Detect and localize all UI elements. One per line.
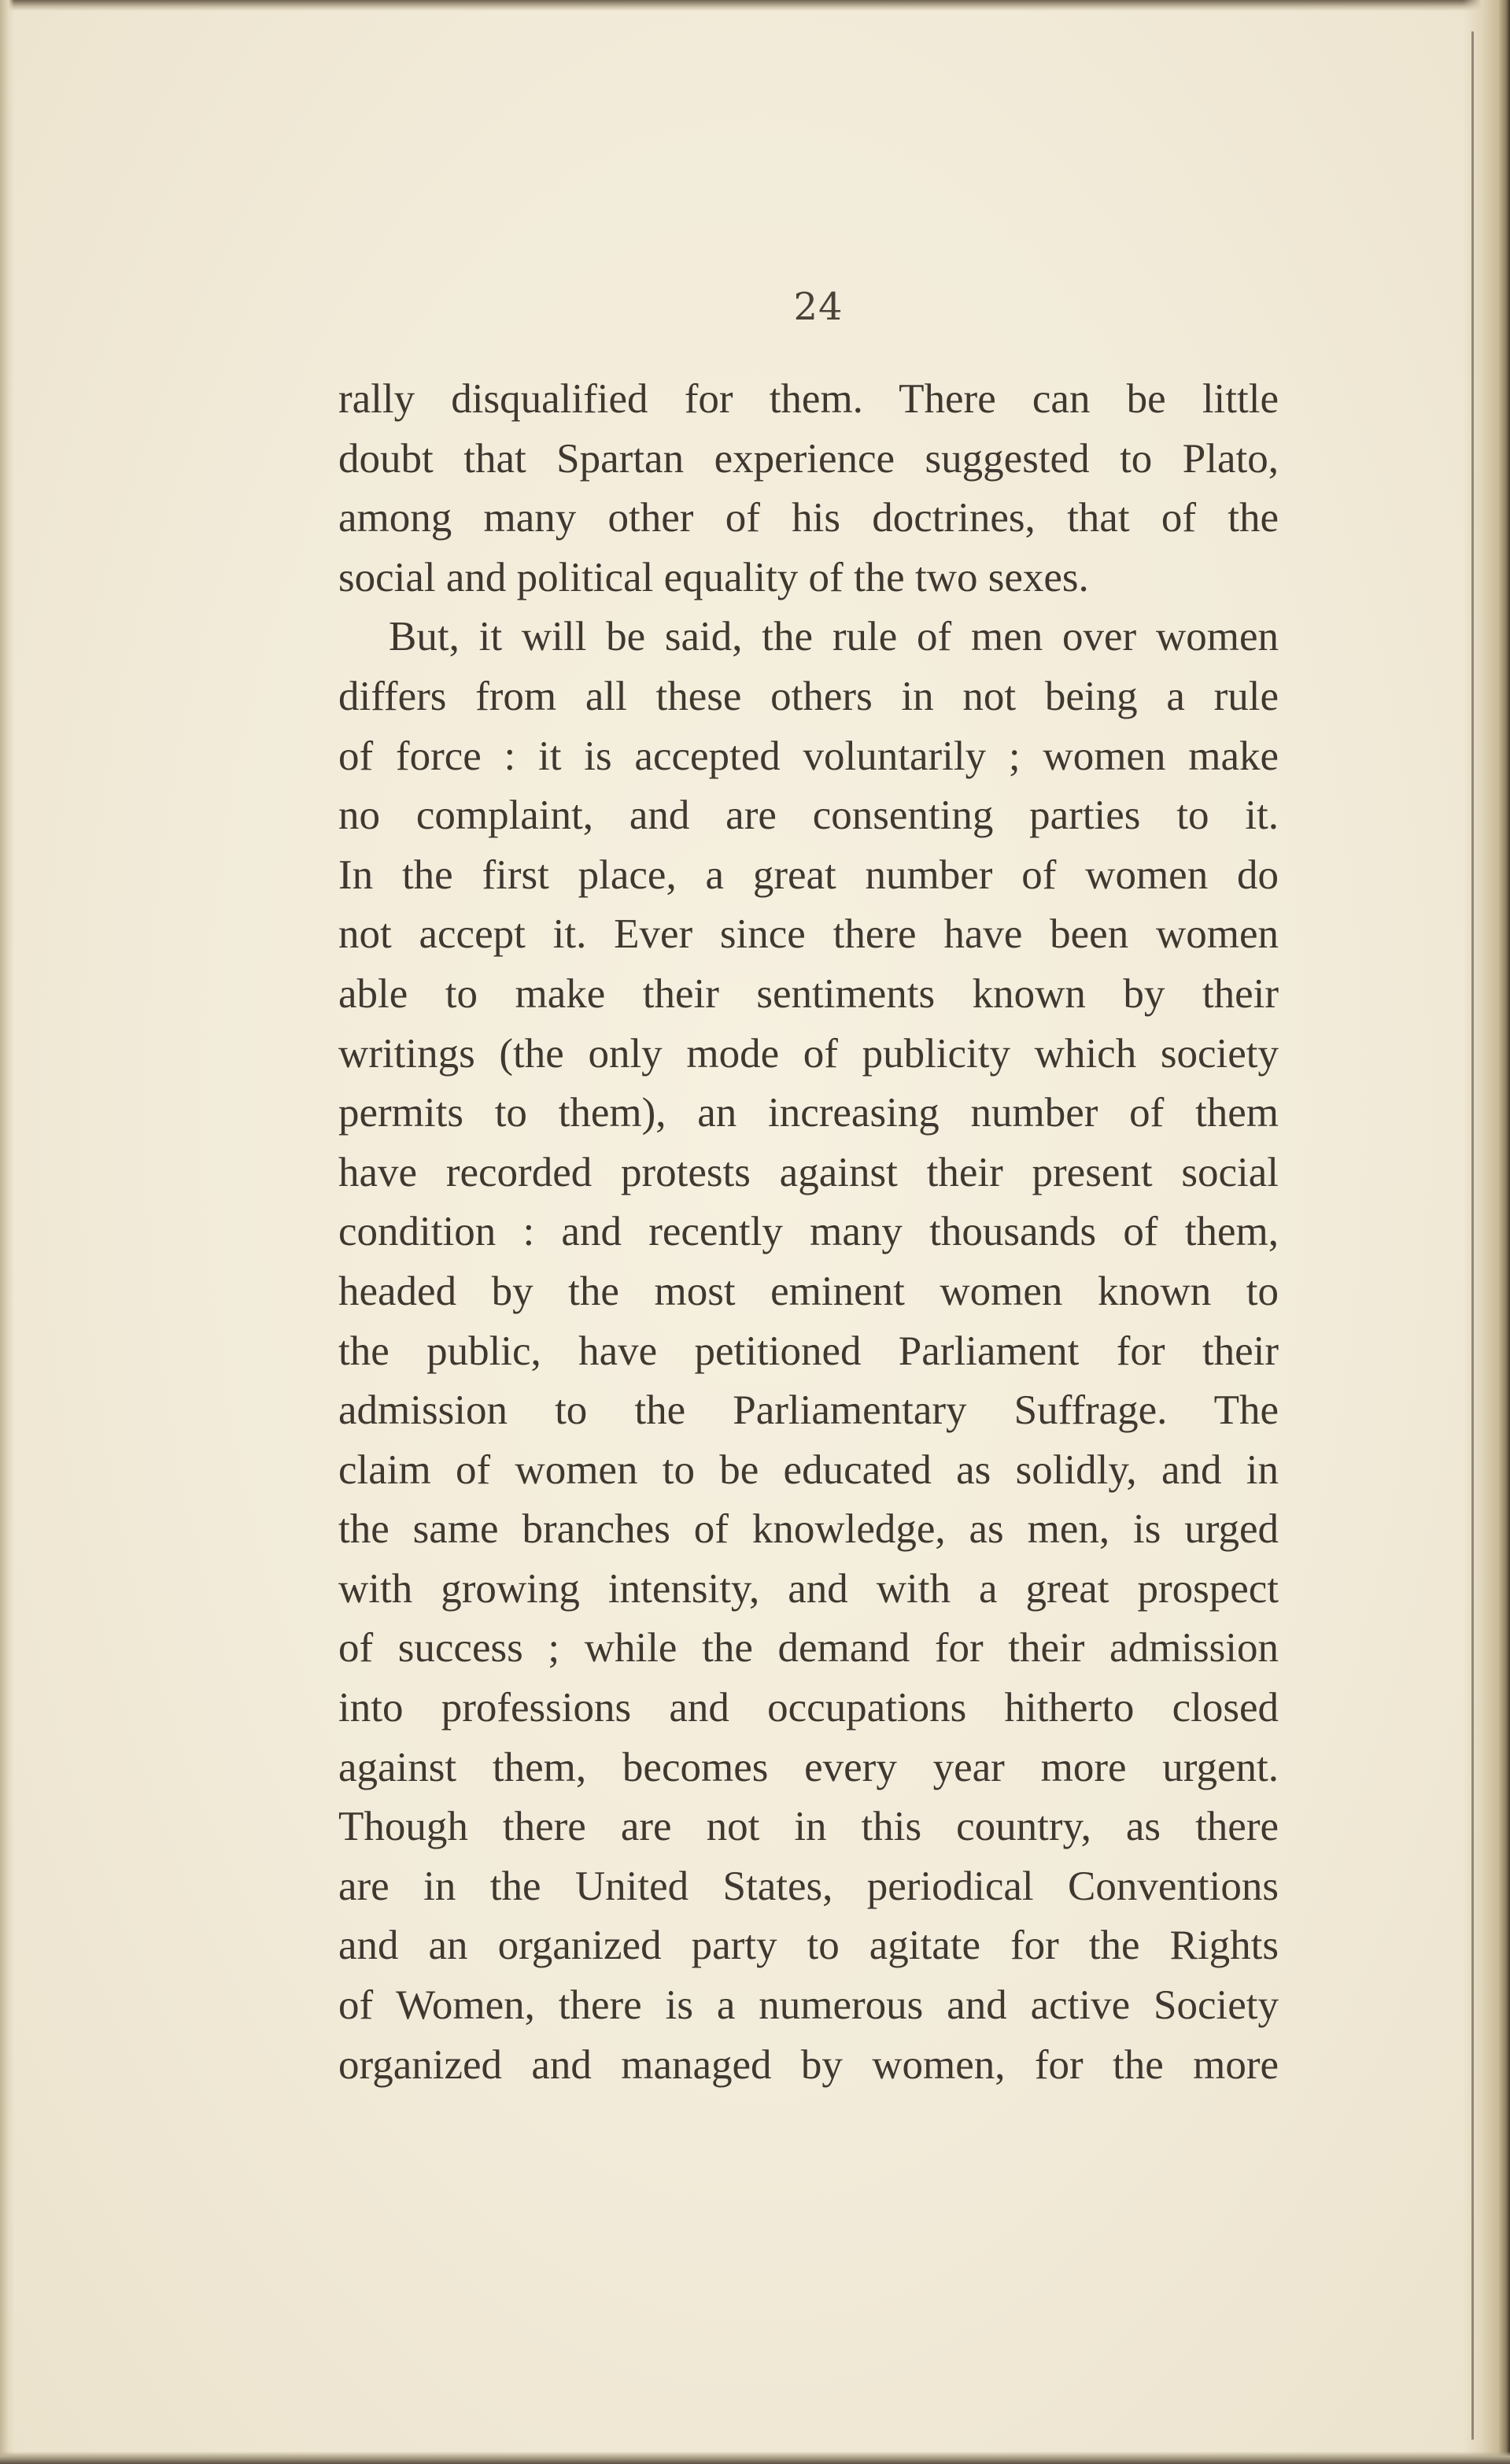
text-line: headed by the most eminent women known to	[338, 1268, 1279, 1314]
text-line: organized and managed by women, for the more	[338, 2041, 1279, 2088]
text-line: Though there are not in this country, as there	[338, 1804, 1279, 1850]
text-line: admission to the Parliamentary Suffrage. The	[338, 1387, 1279, 1434]
text-line: able to make their sentiments known by their	[338, 970, 1279, 1017]
binding-gutter	[1471, 31, 1474, 2440]
text-line: differs from all these others in not being a rule	[338, 673, 1279, 719]
text-line: condition : and recently many thousands of them,	[338, 1209, 1279, 1255]
text-line: doubt that Spartan experience suggested to Plato,	[338, 435, 1279, 482]
page-right-edge	[1463, 0, 1510, 2464]
page-top-edge	[0, 0, 1510, 11]
text-line: the public, have petitioned Parliament for their	[338, 1328, 1279, 1374]
text-line: among many other of his doctrines, that of the	[338, 495, 1279, 541]
text-line: permits to them), an increasing number of them	[338, 1090, 1279, 1136]
text-line: with growing intensity, and with a great prospect	[338, 1565, 1279, 1612]
text-line: of success ; while the demand for their admission	[338, 1625, 1279, 1672]
text-line: into professions and occupations hitherto closed	[338, 1685, 1279, 1731]
text-line: the same branches of knowledge, as men, is urged	[338, 1506, 1279, 1553]
text-line: have recorded protests against their present social	[338, 1149, 1279, 1195]
body-text	[338, 370, 1279, 2095]
text-line: of force : it is accepted voluntarily ; women make	[338, 733, 1279, 779]
text-line: against them, becomes every year more urgent.	[338, 1744, 1279, 1790]
text-line: not accept it. Ever since there have been women	[338, 911, 1279, 958]
page-number: 24	[793, 285, 844, 329]
text-line: are in the United States, periodical Conventions	[338, 1863, 1279, 1909]
text-line: writings (the only mode of publicity which society	[338, 1030, 1279, 1077]
text-line: claim of women to be educated as solidly, and in	[338, 1446, 1279, 1493]
text-line: no complaint, and are consenting parties to it.	[338, 792, 1279, 839]
text-line: In the first place, a great number of women do	[338, 852, 1279, 898]
page-left-edge	[0, 0, 14, 2464]
page-bottom-edge	[0, 2451, 1510, 2464]
text-line: But, it will be said, the rule of men over women	[389, 614, 1279, 660]
text-line: social and political equality of the two sexes.	[338, 554, 1089, 600]
text-line: rally disqualified for them. There can be little	[338, 376, 1279, 422]
text-line: of Women, there is a numerous and active Society	[338, 1982, 1279, 2029]
text-line: and an organized party to agitate for the Rights	[338, 1923, 1279, 1969]
